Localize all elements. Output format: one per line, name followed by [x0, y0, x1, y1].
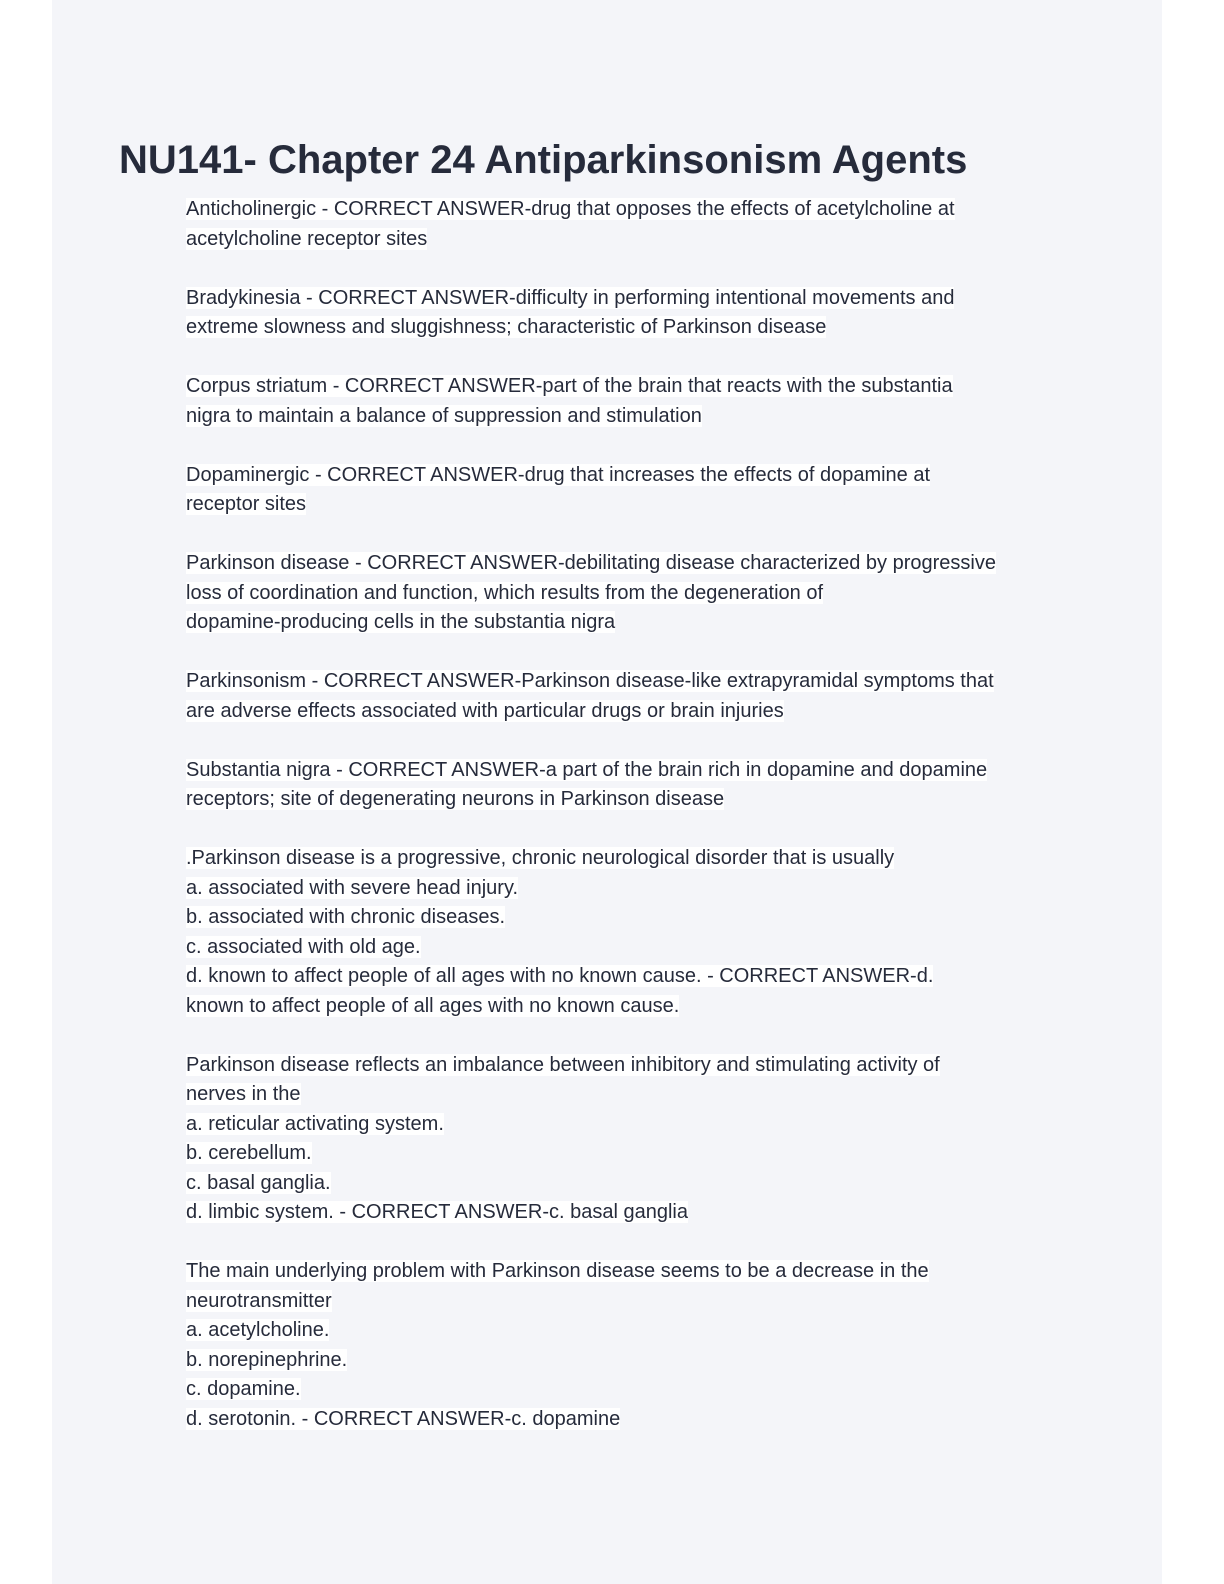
entry-line — [186, 225, 1116, 255]
entry-line-text: dopamine-producing cells in the substantia nigra — [186, 611, 616, 633]
entry-line — [186, 549, 1116, 579]
entry-line-text: nigra to maintain a balance of suppression and stimulation — [186, 404, 702, 427]
entry-line — [186, 1316, 1116, 1346]
document-title: NU141- Chapter 24 Antiparkinsonism Agents — [119, 138, 968, 182]
entry-line-text: nerves in the — [186, 1083, 301, 1105]
flashcard-entry — [186, 1257, 1116, 1434]
entry-line-text: extreme slowness and sluggishness; characteristic of Parkinson disease — [186, 316, 827, 338]
entry-line-text: Bradykinesia - CORRECT ANSWER-difficulty in performing intentional movements and — [186, 286, 955, 309]
entry-line — [186, 1110, 1116, 1140]
entry-line-text: d. limbic system. - CORRECT ANSWER-c. basal ganglia — [186, 1201, 688, 1223]
document-page — [52, 0, 1162, 1584]
entry-line-text: a. associated with severe head injury. — [186, 876, 519, 899]
entry-line — [186, 1405, 1116, 1435]
entry-line — [186, 402, 1116, 432]
entry-line — [186, 903, 1116, 933]
flashcard-entry — [186, 1051, 1116, 1228]
flashcard-entry — [186, 844, 1116, 1021]
entry-line — [186, 284, 1116, 314]
entry-line-text: receptor sites — [186, 493, 307, 515]
flashcard-entry — [186, 756, 1116, 815]
entry-line-text: b. cerebellum. — [186, 1142, 312, 1164]
entry-line-text: The main underlying problem with Parkinson disease seems to be a decrease in the — [186, 1260, 929, 1282]
entry-line — [186, 1198, 1116, 1228]
entry-line — [186, 490, 1116, 520]
entry-line — [186, 1346, 1116, 1376]
entry-line-text: Parkinson disease reflects an imbalance between inhibitory and stimulating activity of — [186, 1053, 940, 1076]
entry-line-text: c. associated with old age. — [186, 935, 421, 958]
entry-line — [186, 667, 1116, 697]
entry-line-text: known to affect people of all ages with no known cause. — [186, 994, 680, 1017]
entry-line-text: are adverse effects associated with particular drugs or brain injuries — [186, 699, 784, 722]
entry-line — [186, 756, 1116, 786]
entry-line — [186, 933, 1116, 963]
entry-line-text: a. reticular activating system. — [186, 1112, 444, 1135]
entry-line — [186, 1051, 1116, 1081]
entry-line — [186, 697, 1116, 727]
entry-line-text: Anticholinergic - CORRECT ANSWER-drug that opposes the effects of acetylcholine at — [186, 198, 955, 220]
entry-line — [186, 1257, 1116, 1287]
flashcard-entry — [186, 284, 1116, 343]
entry-line-text: d. known to affect people of all ages with no known cause. - CORRECT ANSWER-d. — [186, 965, 934, 987]
entry-line — [186, 1080, 1116, 1110]
entry-line — [186, 1287, 1116, 1317]
entry-line-text: Substantia nigra - CORRECT ANSWER-a part of the brain rich in dopamine and dopamine — [186, 758, 988, 781]
entry-line-text: Parkinson disease - CORRECT ANSWER-debilitating disease characterized by progressive — [186, 552, 996, 574]
entry-line — [186, 1375, 1116, 1405]
entry-line-text: acetylcholine receptor sites — [186, 227, 428, 250]
entry-line-text: neurotransmitter — [186, 1289, 332, 1312]
entry-line-text: d. serotonin. - CORRECT ANSWER-c. dopamine — [186, 1407, 621, 1430]
entry-line — [186, 608, 1116, 638]
entry-line — [186, 372, 1116, 402]
entry-line-text: Dopaminergic - CORRECT ANSWER-drug that increases the effects of dopamine at — [186, 463, 931, 486]
entry-line — [186, 992, 1116, 1022]
entry-line-text: c. basal ganglia. — [186, 1171, 331, 1194]
entry-line — [186, 461, 1116, 491]
entry-line-text: a. acetylcholine. — [186, 1319, 330, 1341]
entry-line — [186, 313, 1116, 343]
entry-line — [186, 874, 1116, 904]
flashcard-entry — [186, 667, 1116, 726]
document-body — [186, 195, 1116, 1464]
flashcard-entry — [186, 372, 1116, 431]
entry-line-text: Corpus striatum - CORRECT ANSWER-part of the brain that reacts with the substantia — [186, 375, 953, 397]
entry-line — [186, 844, 1116, 874]
entry-line-text: receptors; site of degenerating neurons in Parkinson disease — [186, 788, 725, 810]
entry-line-text: loss of coordination and function, which results from the degeneration of — [186, 581, 824, 604]
entry-line — [186, 962, 1116, 992]
flashcard-entry — [186, 549, 1116, 638]
entry-line — [186, 1139, 1116, 1169]
entry-line-text: Parkinsonism - CORRECT ANSWER-Parkinson disease-like extrapyramidal symptoms that — [186, 670, 994, 692]
flashcard-entry — [186, 461, 1116, 520]
flashcard-entry — [186, 195, 1116, 254]
entry-line — [186, 579, 1116, 609]
entry-line-text: b. associated with chronic diseases. — [186, 906, 506, 928]
entry-line — [186, 1169, 1116, 1199]
entry-line — [186, 195, 1116, 225]
entry-line-text: c. dopamine. — [186, 1378, 301, 1400]
entry-line-text: .Parkinson disease is a progressive, chronic neurological disorder that is usually — [186, 847, 895, 869]
entry-line-text: b. norepinephrine. — [186, 1348, 348, 1371]
entry-line — [186, 785, 1116, 815]
